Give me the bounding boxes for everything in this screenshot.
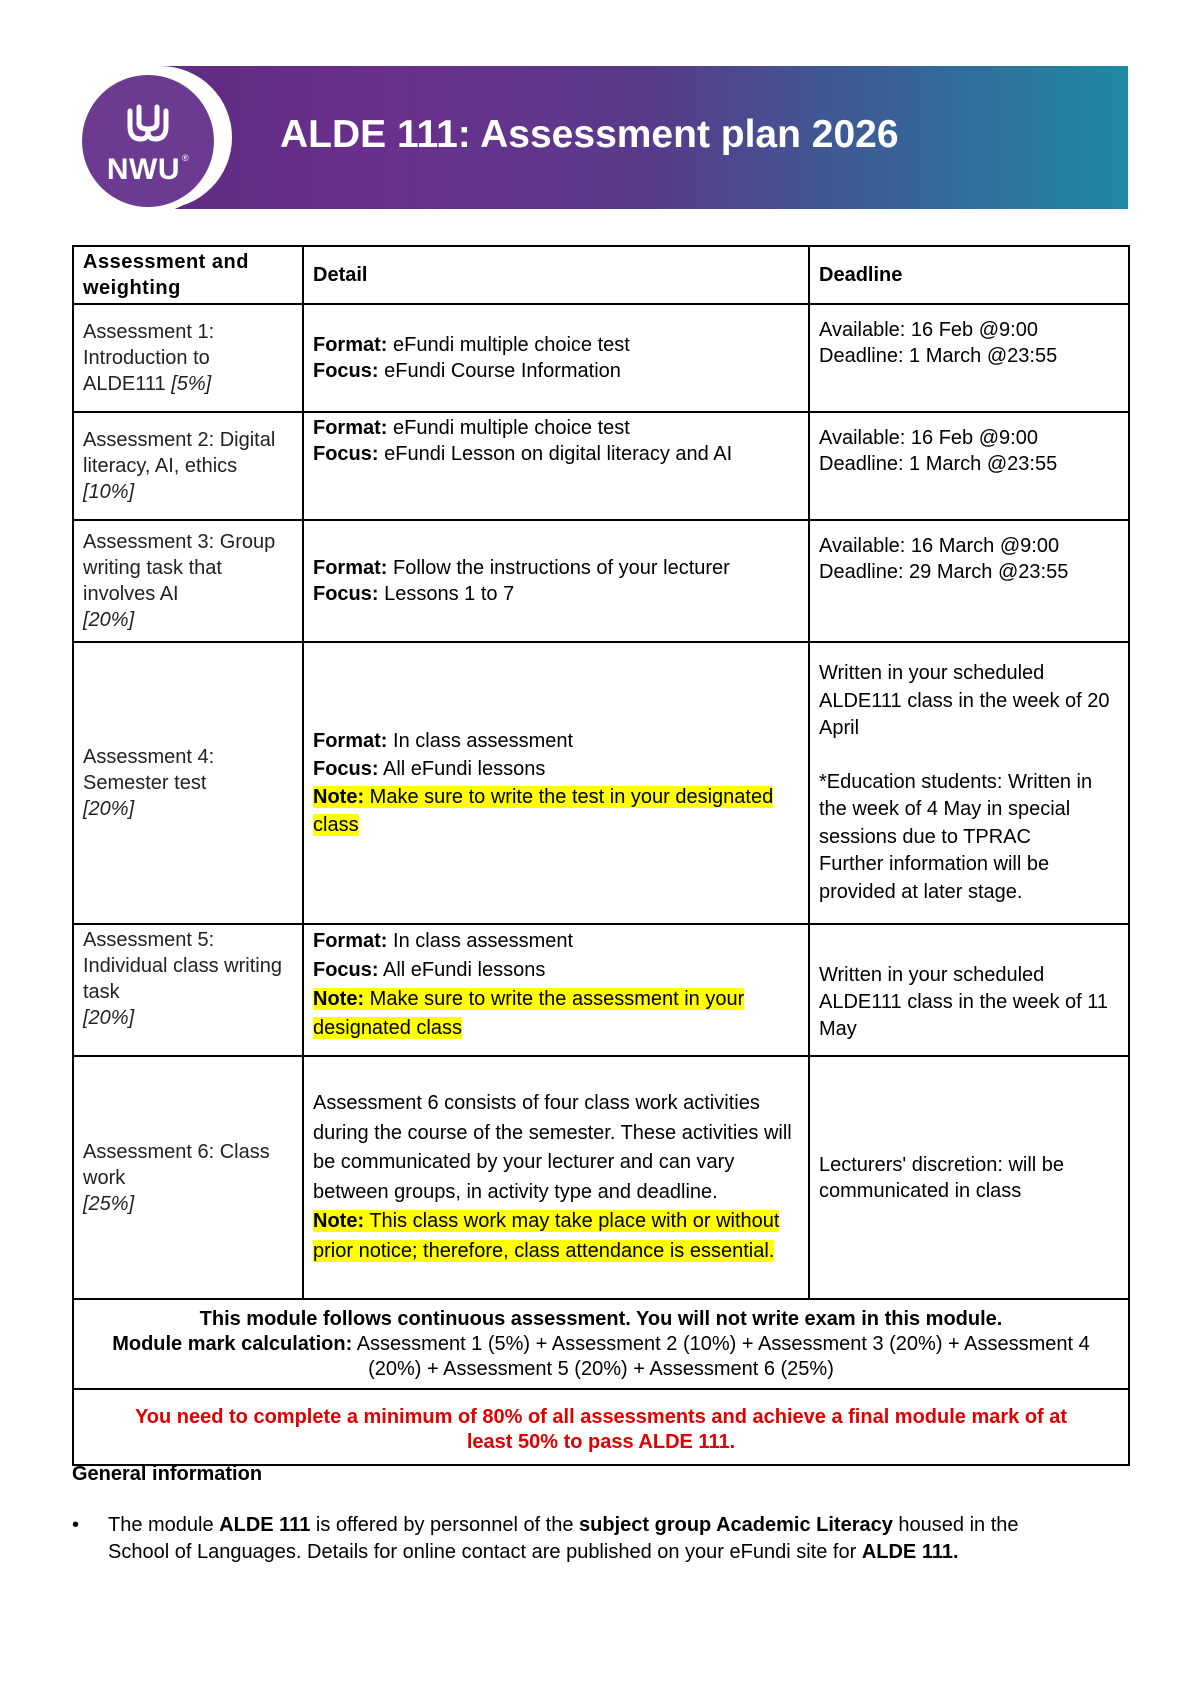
table-row xyxy=(73,520,1129,642)
table-row xyxy=(73,412,1129,520)
pass-requirement: You need to complete a minimum of 80% of all assessments and achieve a final module mark of at least 50% to pass ALDE 111. xyxy=(73,1389,1129,1465)
detail-cell: Format: eFundi multiple choice test Focus: eFundi Lesson on digital literacy and AI xyxy=(303,412,809,520)
page-title: ALDE 111: Assessment plan 2026 xyxy=(280,113,899,156)
header-deadline: Deadline xyxy=(809,246,1129,304)
assessment-cell: Assessment 4: Semester test [20%] xyxy=(73,642,303,924)
bullet-icon: • xyxy=(72,1514,80,1536)
detail-cell: Format: Follow the instructions of your lecturer Focus: Lessons 1 to 7 xyxy=(303,520,809,642)
summary-cell: This module follows continuous assessment. You will not write exam in this module. Module mark calculation: Assessment 1 (5%) + Assessment 2 (10%) + Assessment 3 (20%) + Assessment 4 (20%) + Assessment 5 (20%) + Assessment 6 (25%) xyxy=(73,1299,1129,1389)
weight: [20%] xyxy=(83,1007,135,1029)
nwu-logo xyxy=(79,72,217,210)
note-highlight: Note: Make sure to write the assessment in your designated class xyxy=(313,988,745,1039)
assessment-cell: Assessment 2: Digital literacy, AI, ethics [10%] xyxy=(73,412,303,520)
note-highlight: Note: Make sure to write the test in your designated class xyxy=(313,786,774,836)
table-row xyxy=(73,304,1129,412)
detail-cell: Assessment 6 consists of four class work activities during the course of the semester. These activities will be communicated by your lecturer and can vary between groups, in activity type and deadline. Note: This class work may take place with or without prior notice; therefore, class attendance is essential. xyxy=(303,1056,809,1299)
detail-cell: Format: In class assessment Focus: All eFundi lessons Note: Make sure to write the test in your designated class xyxy=(303,642,809,924)
detail-cell: Format: In class assessment Focus: All eFundi lessons Note: Make sure to write the assessment in your designated class xyxy=(303,924,809,1056)
weight: [25%] xyxy=(83,1192,135,1215)
deadline-cell: Written in your scheduled ALDE111 class in the week of 11 May xyxy=(809,924,1129,1056)
header-detail: Detail xyxy=(303,246,809,304)
assessment-table xyxy=(72,245,1130,1466)
requirement-row xyxy=(73,1389,1129,1465)
table-header-row xyxy=(73,246,1129,304)
deadline-cell: Written in your scheduled ALDE111 class in the week of 20 April *Education students: Written in the week of 4 May in special sessions due to TPRAC Further information will be provided at later stage. xyxy=(809,642,1129,924)
registered-mark-icon: ® xyxy=(182,153,190,163)
deadline-cell: Available: 16 Feb @9:00 Deadline: 1 March @23:55 xyxy=(809,412,1129,520)
weight: [10%] xyxy=(83,481,135,503)
deadline-cell: Available: 16 Feb @9:00 Deadline: 1 March @23:55 xyxy=(809,304,1129,412)
table-row xyxy=(73,924,1129,1056)
table-row xyxy=(73,642,1129,924)
assessment-cell: Assessment 5: Individual class writing task [20%] xyxy=(73,924,303,1056)
weight: [20%] xyxy=(83,798,135,820)
table-row xyxy=(73,1056,1129,1299)
list-item: • The module ALDE 111 is offered by personnel of the subject group Academic Literacy housed in the School of Languages. Details for online contact are published on your eFundi site for ALDE 111. xyxy=(72,1514,1019,1563)
assessment-cell: Assessment 6: Class work [25%] xyxy=(73,1056,303,1299)
assessment-cell: Assessment 3: Group writing task that involves AI [20%] xyxy=(73,520,303,642)
general-information-heading: General information xyxy=(72,1463,263,1485)
assessment-cell: Assessment 1: Introduction to ALDE111 [5%] xyxy=(73,304,303,412)
deadline-cell: Lecturers' discretion: will be communicated in class xyxy=(809,1056,1129,1299)
general-information-list xyxy=(72,1512,1072,1566)
logo-area xyxy=(62,66,232,209)
deadline-cell: Available: 16 March @9:00 Deadline: 29 March @23:55 xyxy=(809,520,1129,642)
logo-wordmark: NWU ® xyxy=(106,153,190,186)
header-assessment: Assessment and weighting xyxy=(73,246,303,304)
weight: [20%] xyxy=(83,609,135,631)
detail-cell: Format: eFundi multiple choice test Focus: eFundi Course Information xyxy=(303,304,809,412)
note-highlight: Note: This class work may take place with or without prior notice; therefore, class attendance is essential. xyxy=(313,1210,780,1262)
nwu-emblem-icon xyxy=(124,101,172,145)
summary-row xyxy=(73,1299,1129,1389)
weight: [5%] xyxy=(171,373,212,395)
